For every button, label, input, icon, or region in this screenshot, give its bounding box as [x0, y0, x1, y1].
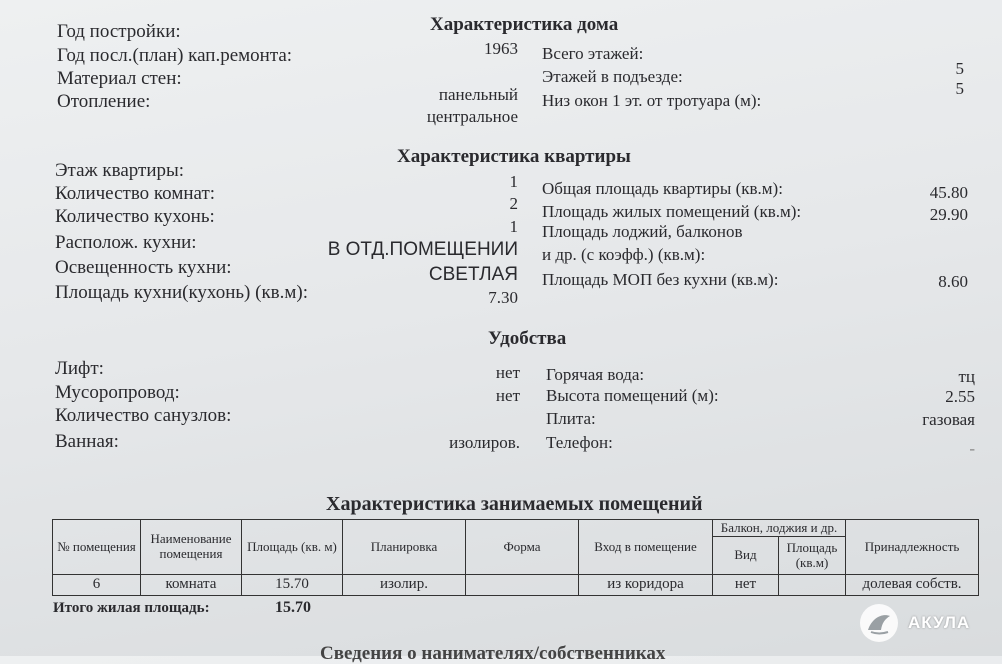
heating-value: центральное [426, 107, 518, 126]
house-section-title: Характеристика дома [430, 14, 619, 35]
loggia-area-label-line2: и др. (с коэфф.) (кв.м): [542, 245, 706, 264]
rooms-count-label: Количество комнат: [55, 183, 216, 204]
entrance-floors-value: 5 [955, 59, 964, 78]
cell-layout: изолир. [343, 575, 466, 596]
total-living-area-label: Итого жилая площадь: [53, 600, 210, 616]
kitchens-count-label: Количество кухонь: [55, 206, 215, 227]
loggia-area-label-line1: Площадь лоджий, балконов [542, 222, 743, 241]
hot-water-value: тц [958, 367, 975, 386]
kitchen-area-label: Площадь кухни(кухонь) (кв.м): [55, 282, 309, 303]
hot-water-label: Горячая вода: [546, 365, 645, 384]
cut-off-section-title: Сведения о нанимателях/собственниках [320, 643, 666, 664]
header-layout: Планировка [343, 520, 466, 575]
header-balcony-kind: Вид [713, 537, 779, 575]
header-balcony-group: Балкон, лоджия и др. [713, 520, 846, 537]
bath-label: Ванная: [55, 431, 119, 452]
cell-room-name: комната [141, 575, 242, 596]
ceiling-height-value: 2.55 [945, 387, 975, 406]
cell-balcony-kind: нет [713, 575, 779, 596]
shark-logo-icon [860, 604, 898, 642]
header-room-area: Площадь (кв. м) [242, 520, 343, 575]
kitchen-area-value: 7.30 [488, 288, 518, 307]
kitchen-light-label: Освещенность кухни: [55, 257, 232, 278]
wall-material-value: панельный [438, 85, 518, 104]
living-area-label: Площадь жилых помещений (кв.м): [542, 202, 802, 221]
watermark-brand: АКУЛА [908, 613, 971, 632]
garbage-chute-value: нет [495, 386, 520, 405]
bath-value: изолиров. [449, 433, 520, 452]
total-living-area-value: 15.70 [275, 599, 311, 616]
year-built-label: Год постройки: [57, 21, 181, 42]
stove-value: газовая [922, 410, 975, 429]
bathrooms-count-label: Количество санузлов: [55, 405, 232, 426]
header-room-name: Наименование помещения [141, 520, 242, 575]
mop-area-label: Площадь МОП без кухни (кв.м): [542, 270, 779, 289]
heating-label: Отопление: [57, 91, 151, 112]
cell-form [466, 575, 579, 596]
garbage-chute-label: Мусоропровод: [55, 382, 180, 403]
header-room-number: № помещения [53, 520, 141, 575]
mop-area-value: 8.60 [938, 272, 968, 291]
rooms-section-title: Характеристика занимаемых помещений [326, 493, 703, 515]
entrance-floors-label: Этажей в подъезде: [542, 67, 683, 86]
phone-value: - [969, 439, 975, 458]
total-area-value: 45.80 [929, 183, 968, 202]
window-height-label: Низ окон 1 эт. от тротуара (м): [542, 91, 762, 110]
total-floors-label: Всего этажей: [542, 44, 644, 63]
repair-year-label: Год посл.(план) кап.ремонта: [57, 45, 293, 66]
table-header-row [53, 520, 979, 537]
wall-material-label: Материал стен: [57, 68, 182, 89]
ceiling-height-label: Высота помещений (м): [546, 386, 719, 405]
kitchen-location-number: 1 [509, 217, 518, 236]
apartment-section-title: Характеристика квартиры [397, 146, 631, 167]
kitchens-count-value: 2 [509, 194, 518, 213]
amenities-section-title: Удобства [488, 328, 567, 349]
cell-ownership: долевая собств. [846, 575, 979, 596]
header-entrance: Вход в помещение [579, 520, 713, 575]
stove-label: Плита: [546, 409, 596, 428]
window-height-value: 5 [955, 79, 964, 98]
lift-value: нет [495, 363, 520, 382]
cell-room-area: 15.70 [242, 575, 343, 596]
kitchen-light-value: СВЕТЛАЯ [428, 264, 518, 285]
table-row [53, 575, 979, 596]
apartment-floor-label: Этаж квартиры: [55, 160, 185, 181]
repair-year-value: 1963 [484, 39, 518, 58]
header-ownership: Принадлежность [846, 520, 979, 575]
phone-label: Телефон: [546, 433, 613, 452]
living-area-value: 29.90 [929, 205, 968, 224]
cell-balcony-area [779, 575, 846, 596]
header-form: Форма [466, 520, 579, 575]
cell-room-number: 6 [53, 575, 141, 596]
lift-label: Лифт: [55, 358, 104, 379]
occupied-rooms-table [52, 519, 979, 596]
total-area-label: Общая площадь квартиры (кв.м): [542, 179, 783, 198]
rooms-count-value: 1 [509, 172, 518, 191]
kitchen-location-label: Располож. кухни: [55, 232, 197, 253]
header-balcony-area: Площадь (кв.м) [779, 537, 846, 575]
kitchen-location-value: В ОТД.ПОМЕЩЕНИИ [327, 239, 518, 260]
cell-entrance: из коридора [579, 575, 713, 596]
